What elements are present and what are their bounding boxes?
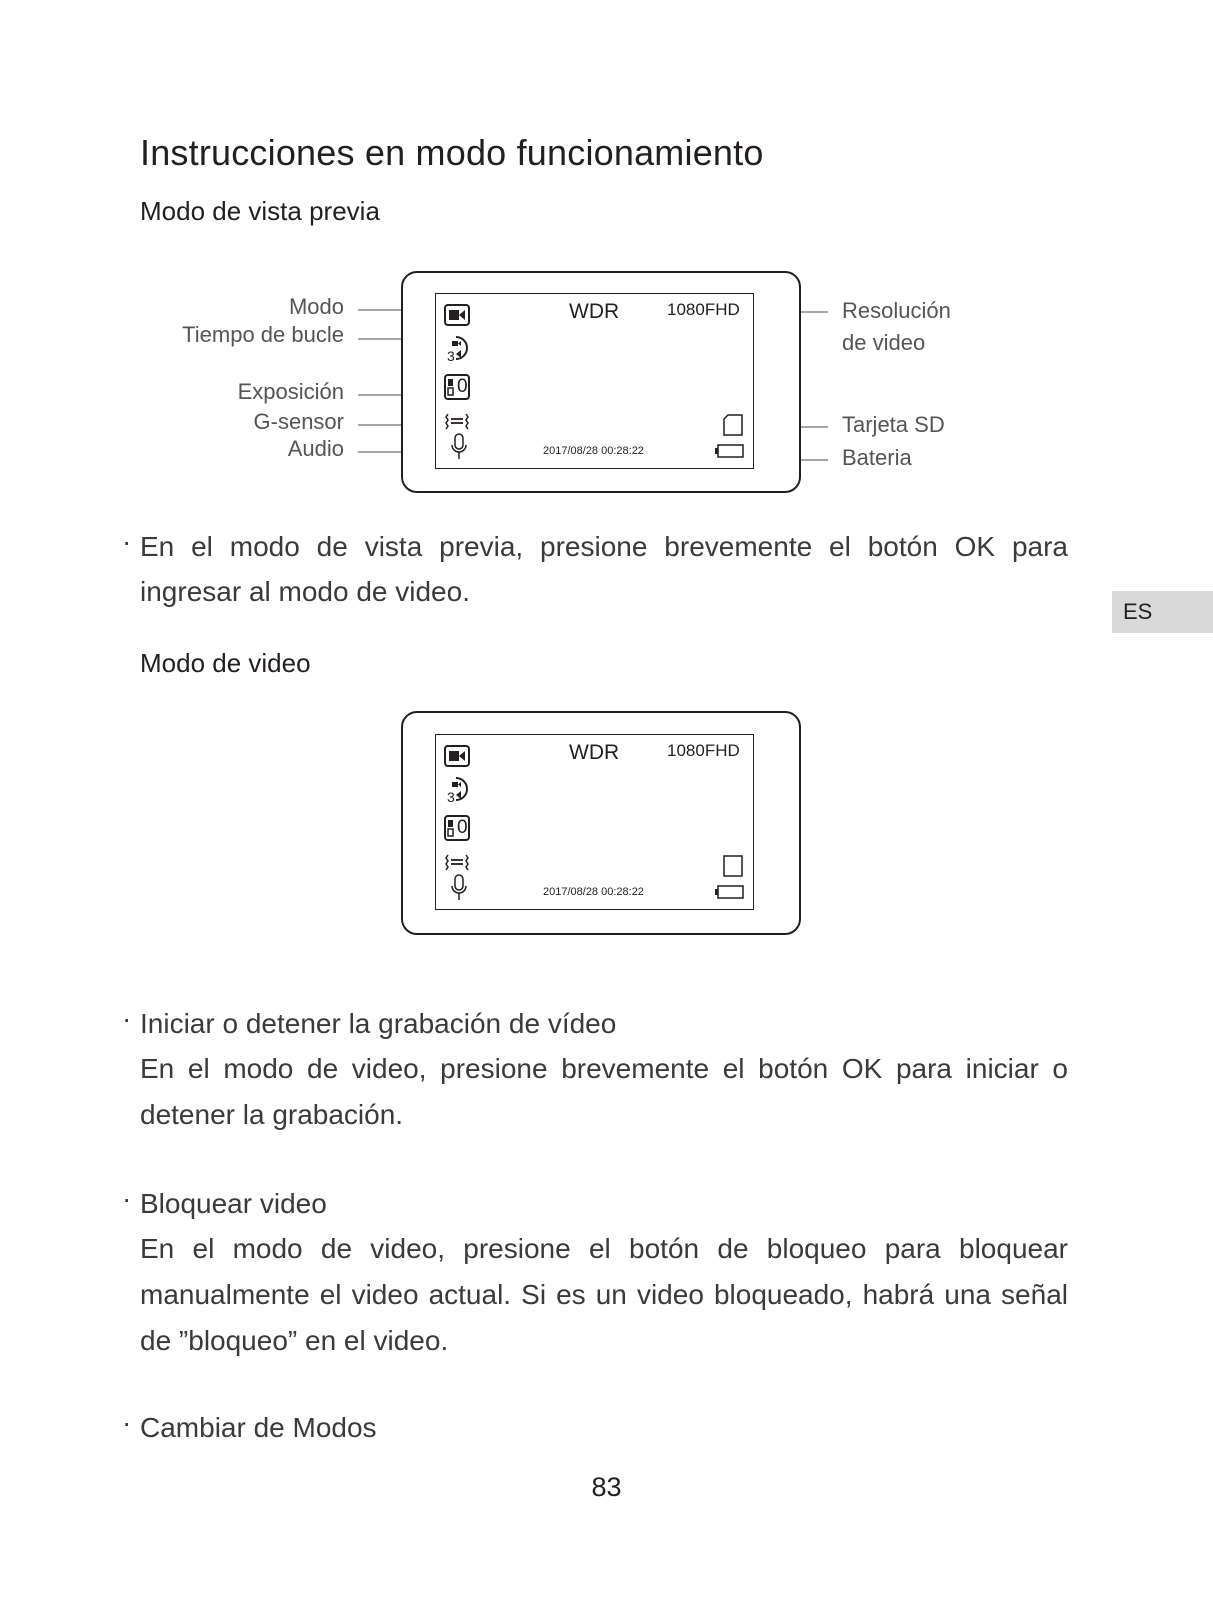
video-screen — [435, 734, 754, 910]
bullet-dot: · — [122, 1183, 132, 1214]
label-loop-time: Tiempo de bucle — [182, 322, 344, 347]
item-title-lock: Bloquear video — [140, 1188, 327, 1219]
resolution-indicator: 1080FHD — [667, 300, 740, 319]
sd-card-icon — [723, 855, 743, 877]
label-battery: Bateria — [842, 445, 912, 470]
label-resolution — [842, 295, 951, 359]
exposure-value: 0 — [457, 817, 468, 838]
item-title-modes: Cambiar de Modos — [140, 1412, 377, 1443]
loop-time-value: 3 — [447, 789, 455, 805]
preview-screen — [435, 293, 754, 469]
bullet-dot: · — [122, 526, 132, 557]
g-sensor-icon — [444, 412, 470, 430]
label-resolution-line2: de video — [842, 330, 926, 355]
video-heading: Modo de video — [140, 648, 311, 678]
preview-heading: Modo de vista previa — [140, 196, 380, 226]
label-sd-card: Tarjeta SD — [842, 412, 945, 437]
bullet-dot: · — [122, 1003, 132, 1034]
video-camera-icon — [444, 745, 470, 767]
item-title-record: Iniciar o detener la grabación de vídeo — [140, 1008, 617, 1039]
bullet-dot: · — [122, 1407, 132, 1438]
label-resolution-line1: Resolución — [842, 298, 951, 323]
page-number: 83 — [591, 1472, 622, 1502]
item-text-record: En el modo de video, presione brevemente el botón OK para iniciar o detener la grabación. — [140, 1053, 1068, 1130]
g-sensor-icon — [444, 853, 470, 871]
label-mode: Modo — [288, 294, 344, 319]
preview-description: En el modo de vista previa, presione brevemente el botón OK para ingresar al modo de video. — [140, 531, 1068, 607]
sd-card-icon — [723, 414, 743, 436]
battery-icon — [714, 885, 744, 899]
label-audio: Audio — [287, 436, 344, 461]
label-exposure: Exposición — [237, 379, 344, 404]
language-tab: ES — [1112, 591, 1213, 633]
wdr-indicator: WDR — [569, 741, 620, 764]
datetime-display: 2017/08/28 00:28:22 — [543, 445, 644, 457]
item-text-lock: En el modo de video, presione el botón de bloqueo para bloquear manualmente el video actual. Si es un video bloqueado, habrá una señal de ”bloqueo” en el video. — [140, 1233, 1068, 1356]
battery-icon — [714, 444, 744, 458]
datetime-display: 2017/08/28 00:28:22 — [543, 886, 644, 898]
wdr-indicator: WDR — [569, 300, 620, 323]
video-camera-icon — [444, 304, 470, 326]
resolution-indicator: 1080FHD — [667, 741, 740, 760]
loop-time-value: 3 — [447, 348, 455, 364]
microphone-icon — [449, 433, 469, 461]
page-title: Instrucciones en modo funcionamiento — [140, 132, 764, 173]
label-g-sensor: G-sensor — [253, 409, 344, 434]
microphone-icon — [449, 874, 469, 902]
exposure-value: 0 — [457, 376, 468, 397]
